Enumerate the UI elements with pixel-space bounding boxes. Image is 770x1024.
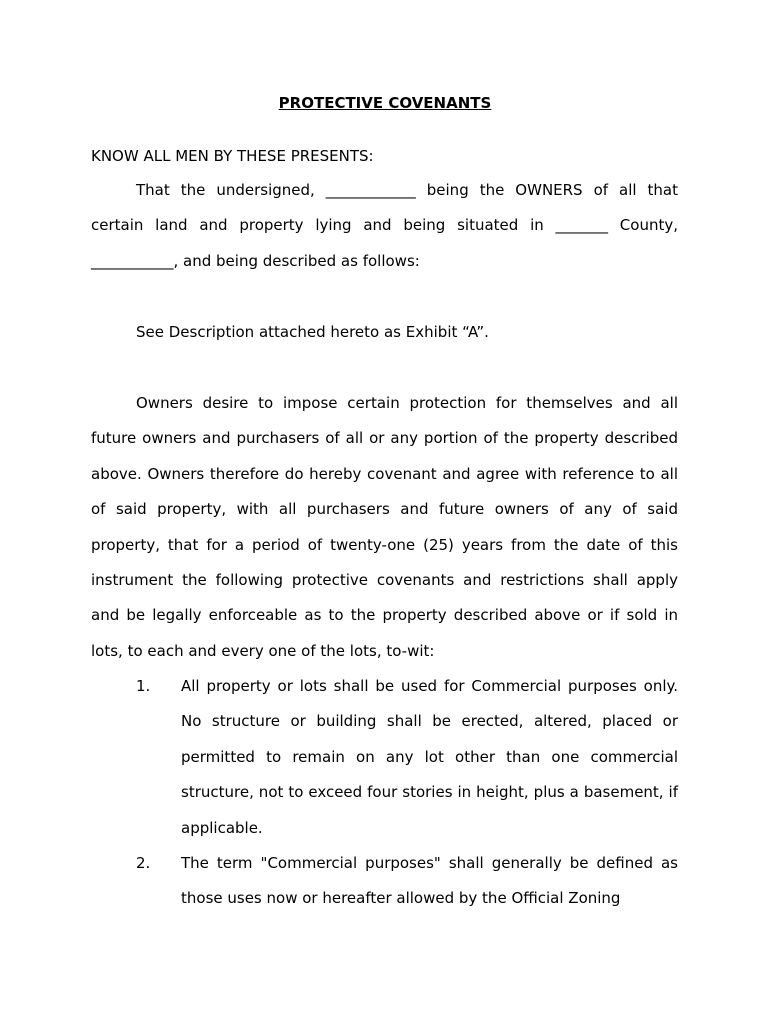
- list-item-text: The term "Commercial purposes" shall generally be defined as those uses now or hereafter allowed by the Official Zoning: [181, 854, 678, 908]
- document-title: PROTECTIVE COVENANTS: [278, 94, 492, 112]
- list-item-number: 1.: [136, 677, 151, 695]
- salutation: KNOW ALL MEN BY THESE PRESENTS:: [91, 147, 374, 165]
- list-item: [136, 669, 678, 846]
- exhibit-reference: See Description attached hereto as Exhibit “A”.: [136, 323, 489, 341]
- covenant-paragraph: Owners desire to impose certain protection for themselves and all future owners and purchasers of all or any portion of the property described above. Owners therefore do hereby covenant and agree with reference to all of said property, with all purchasers and future owners of any of said property, that for a period of twenty-one (25) years from the date of this instrument the following protective covenants and restrictions shall apply and be legally enforceable as to the property described above or if sold in lots, to each and every one of the lots, to-wit:: [91, 394, 678, 660]
- list-item-number: 2.: [136, 854, 151, 873]
- list-item: [136, 846, 678, 917]
- opening-paragraph: That the undersigned, ____________ being the OWNERS of all that certain land and property lying and being situated in _______ County, ___________, and being described as follows:: [91, 181, 678, 270]
- covenant-list: [136, 669, 678, 917]
- list-item-text: All property or lots shall be used for Commercial purposes only. No structure or building shall be erected, altered, placed or permitted to remain on any lot other than one commercial structure, not to exceed four stories in height, plus a basement, if applicable.: [181, 677, 678, 837]
